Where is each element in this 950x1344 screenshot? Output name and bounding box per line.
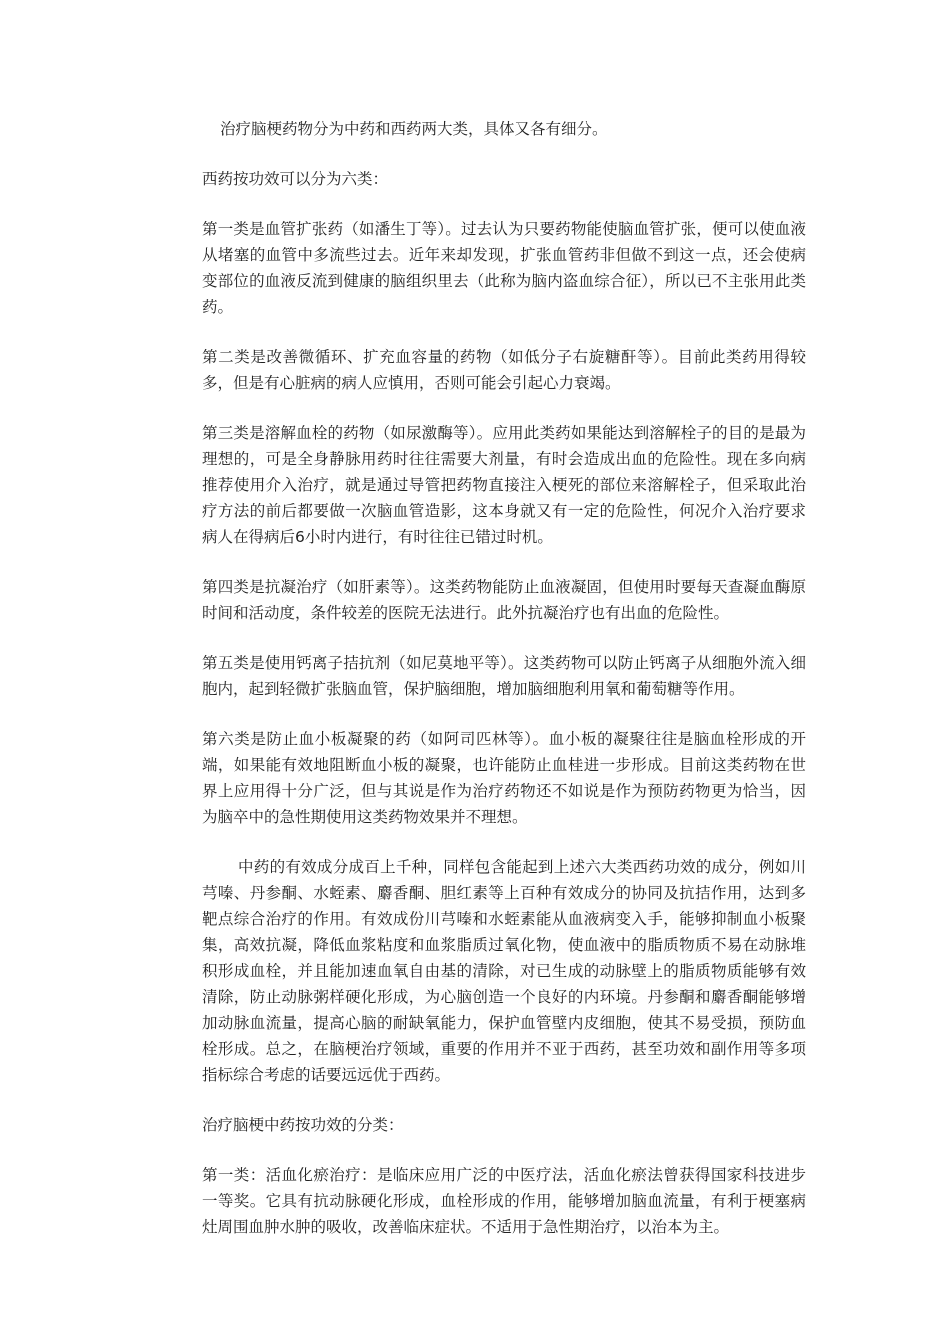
paragraph-western-class-3: 第三类是溶解血栓的药物（如尿激酶等）。应用此类药如果能达到溶解栓子的目的是最为理想的，可是全身静脉用药时往往需要大剂量，有时会造成出血的危险性。现在多向病推荐使用介入治疗，就是通过导管把药物直接注入梗死的部位来溶解栓子，但采取此治疗方法的前后都要做一次脑血管造影，这本身就又有一定的危险性，何况介入治疗要求病人在得病后6小时内进行，有时往往已错过时机。 bbox=[202, 424, 806, 546]
paragraph-chinese-heading: 治疗脑梗中药按功效的分类： bbox=[202, 1116, 404, 1134]
document-body bbox=[202, 116, 806, 1264]
paragraph-chinese-medicine: 中药的有效成分成百上千种，同样包含能起到上述六大类西药功效的成分，例如川芎嗪、丹参酮、水蛭素、麝香酮、胆红素等上百种有效成分的协同及抗拮作用，达到多靶点综合治疗的作用。有效成份川芎嗪和水蛭素能从血液病变入手，能够抑制血小板聚集，高效抗凝，降低血浆粘度和血浆脂质过氧化物，使血液中的脂质物质不易在动脉堆积形成血栓，并且能加速血氧自由基的清除，对已生成的动脉壁上的脂质物质能够有效清除，防止动脉粥样硬化形成，为心脑创造一个良好的内环境。丹参酮和麝香酮能够增加动脉血流量，提高心脑的耐缺氧能力，保护血管壁内皮细胞，使其不易受损，预防血栓形成。总之，在脑梗治疗领域，重要的作用并不亚于西药，甚至功效和副作用等多项指标综合考虑的话要远远优于西药。 bbox=[202, 858, 806, 1084]
paragraph-intro: 治疗脑梗药物分为中药和西药两大类，具体又各有细分。 bbox=[220, 120, 608, 138]
paragraph-western-heading: 西药按功效可以分为六类： bbox=[202, 170, 389, 188]
paragraph-western-class-4: 第四类是抗凝治疗（如肝素等）。这类药物能防止血液凝固，但使用时要每天查凝血酶原时间和活动度，条件较差的医院无法进行。此外抗凝治疗也有出血的危险性。 bbox=[202, 578, 806, 622]
paragraph-western-class-2: 第二类是改善微循环、扩充血容量的药物（如低分子右旋糖酐等）。目前此类药用得较多，但是有心脏病的病人应慎用，否则可能会引起心力衰竭。 bbox=[202, 348, 806, 392]
paragraph-chinese-class-1: 第一类：活血化瘀治疗：是临床应用广泛的中医疗法，活血化瘀法曾获得国家科技进步一等奖。它具有抗动脉硬化形成，血栓形成的作用，能够增加脑血流量，有利于梗塞病灶周围血肿水肿的吸收，改善临床症状。不适用于急性期治疗，以治本为主。 bbox=[202, 1166, 806, 1236]
paragraph-western-class-6: 第六类是防止血小板凝聚的药（如阿司匹林等）。血小板的凝聚往往是脑血栓形成的开端，如果能有效地阻断血小板的凝聚，也许能防止血桂进一步形成。目前这类药物在世界上应用得十分广泛，但与其说是作为治疗药物还不如说是作为预防药物更为恰当，因为脑卒中的急性期使用这类药物效果并不理想。 bbox=[202, 730, 806, 826]
paragraph-western-class-5: 第五类是使用钙离子拮抗剂（如尼莫地平等）。这类药物可以防止钙离子从细胞外流入细胞内，起到轻微扩张脑血管，保护脑细胞，增加脑细胞利用氧和葡萄糖等作用。 bbox=[202, 654, 806, 698]
paragraph-western-class-1: 第一类是血管扩张药（如潘生丁等）。过去认为只要药物能使脑血管扩张，便可以使血液从堵塞的血管中多流些过去。近年来却发现，扩张血管药非但做不到这一点，还会使病变部位的血液反流到健康的脑组织里去（此称为脑内盗血综合征），所以已不主张用此类药。 bbox=[202, 220, 806, 316]
